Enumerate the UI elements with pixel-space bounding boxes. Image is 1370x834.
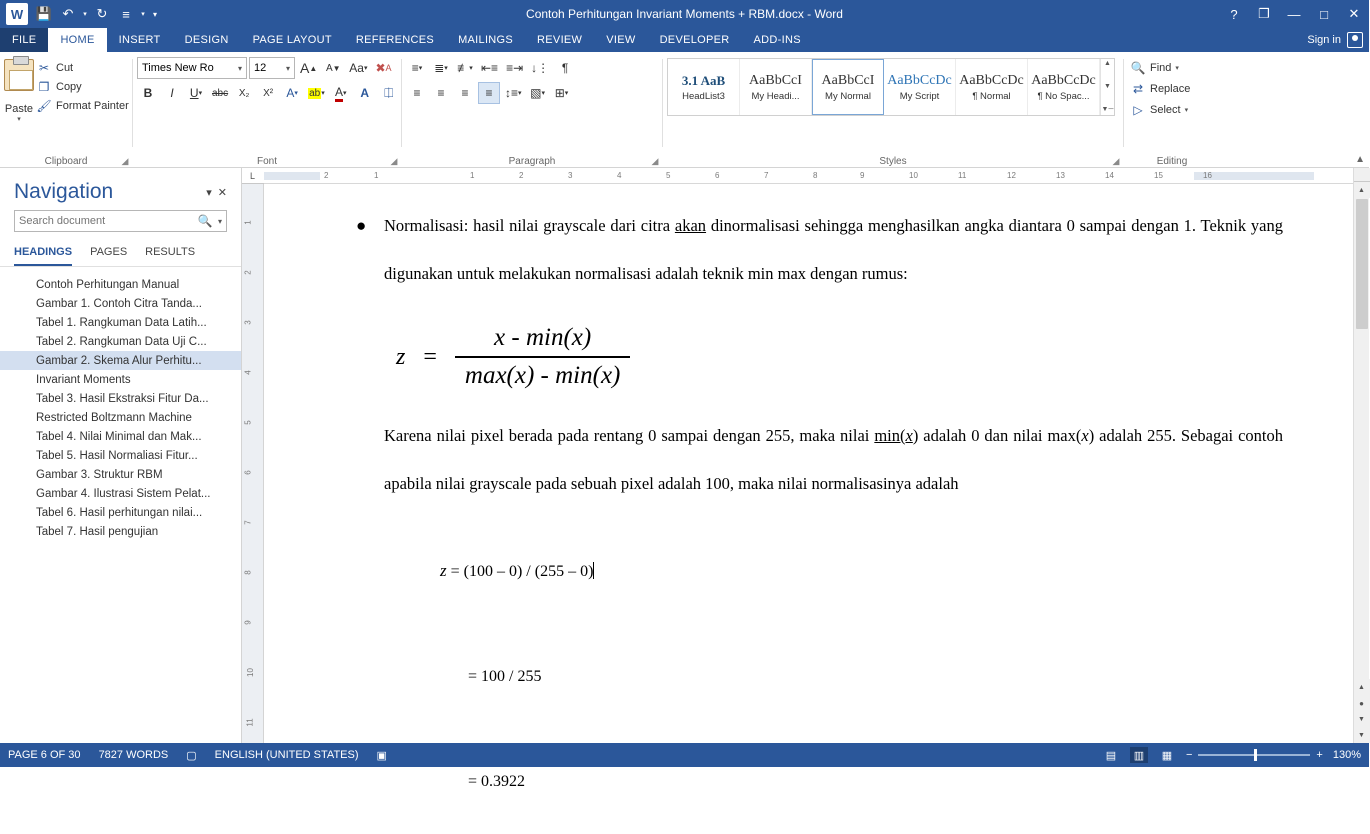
h-ruler-number: 9 bbox=[860, 171, 865, 180]
bullet-paragraph[interactable] bbox=[356, 202, 1283, 298]
h-ruler-number: 14 bbox=[1105, 171, 1114, 180]
calc-text: = 0.3922 bbox=[440, 773, 526, 790]
bullets-button[interactable]: ≡ ▾ bbox=[411, 61, 423, 75]
undo-dropdown-icon[interactable]: ▾ bbox=[83, 11, 87, 18]
nav-heading-item[interactable]: Gambar 3. Struktur RBM bbox=[36, 468, 163, 481]
clipboard-dialog-launcher[interactable]: ◢ bbox=[121, 156, 129, 166]
tab-page-layout[interactable]: PAGE LAYOUT bbox=[252, 34, 332, 46]
sign-in-label: Sign in bbox=[1307, 34, 1341, 46]
calculation-line[interactable] bbox=[384, 624, 1283, 729]
style-item-my-script[interactable] bbox=[884, 59, 956, 115]
next-page-button[interactable]: ▼ bbox=[1354, 711, 1370, 727]
nav-tab-pages[interactable]: PAGES bbox=[90, 246, 128, 258]
style-name: ¶ No Spac... bbox=[1037, 90, 1090, 102]
ribbon-group-paragraph bbox=[402, 55, 662, 168]
formula-numerator: x - min(x) bbox=[494, 324, 592, 351]
zoom-thumb[interactable] bbox=[1254, 749, 1257, 761]
search-options-chevron-icon[interactable]: ▾ bbox=[217, 216, 222, 226]
bold-button[interactable] bbox=[137, 82, 159, 104]
print-layout-view-button[interactable]: ▥ bbox=[1130, 747, 1148, 763]
quick-access-toolbar bbox=[0, 0, 162, 28]
page-content bbox=[264, 184, 1353, 834]
font-dialog-launcher[interactable]: ◢ bbox=[390, 156, 398, 166]
tab-home[interactable]: HOME bbox=[48, 28, 106, 52]
font-size-value: 12 bbox=[254, 62, 267, 74]
navigation-close-icon[interactable]: ✕ bbox=[217, 186, 227, 199]
underline-label: U bbox=[189, 86, 199, 100]
h-ruler-number: 2 bbox=[519, 171, 524, 180]
font-group-label: Font bbox=[256, 156, 277, 167]
normalization-formula[interactable] bbox=[384, 324, 1283, 390]
h-ruler-number: 10 bbox=[909, 171, 918, 180]
clipboard-group-label: Clipboard bbox=[44, 156, 88, 167]
v-ruler-number: 1 bbox=[243, 220, 253, 225]
navigation-title: Navigation bbox=[14, 180, 114, 203]
binoculars-icon: 🔍 bbox=[1130, 61, 1146, 75]
web-layout-view-button[interactable]: ▦ bbox=[1161, 749, 1173, 762]
replace-label: Replace bbox=[1150, 83, 1191, 95]
maximize-button[interactable]: □ bbox=[1320, 6, 1328, 22]
scrollbar-thumb[interactable] bbox=[1356, 199, 1368, 329]
window-controls bbox=[1219, 0, 1369, 28]
select-icon: ▷ bbox=[1133, 103, 1143, 117]
h-ruler-number: 7 bbox=[764, 171, 769, 180]
paintbrush-icon: 🖌 bbox=[36, 99, 52, 113]
nav-heading-item[interactable]: Tabel 5. Hasil Normaliasi Fitur... bbox=[36, 449, 198, 462]
scroll-up-icon[interactable]: ▲ bbox=[1104, 60, 1111, 67]
explanation-paragraph[interactable] bbox=[384, 412, 1283, 508]
change-case-label: Aa bbox=[349, 61, 364, 75]
close-button[interactable]: ✕ bbox=[1348, 6, 1360, 21]
nav-heading-item[interactable]: Invariant Moments bbox=[36, 373, 131, 386]
italic-label: I bbox=[170, 86, 174, 100]
style-name: My Normal bbox=[825, 90, 871, 102]
change-case-button[interactable]: Aa ▾ bbox=[349, 61, 368, 75]
calc-text: = (100 – 0) / (255 – 0) bbox=[446, 563, 594, 580]
paragraph-text-part: dinormalisasi sehingga menghasilkan angka diantara 0 sampai dengan 1. Teknik yang digunakan untuk melakukan normalisasi adalah teknik min max dengan rumus: bbox=[384, 216, 1283, 283]
font-color-button[interactable]: A ▾ bbox=[330, 82, 352, 104]
tab-add-ins[interactable]: ADD-INS bbox=[753, 34, 801, 46]
style-name: ¶ Normal bbox=[972, 90, 1011, 102]
tab-view[interactable]: VIEW bbox=[606, 34, 636, 46]
navigation-search-row bbox=[0, 210, 241, 240]
scroll-down-button[interactable]: ▼ bbox=[1354, 727, 1370, 743]
tab-insert[interactable]: INSERT bbox=[118, 34, 161, 46]
paragraph-text-part: ) adalah 0 dan nilai max( bbox=[912, 426, 1082, 445]
minimize-button[interactable]: — bbox=[1287, 6, 1301, 22]
styles-gallery-scroll[interactable] bbox=[1100, 59, 1114, 115]
v-ruler-number: 4 bbox=[243, 370, 253, 375]
ribbon-display-options-icon[interactable]: ❐ bbox=[1258, 6, 1270, 21]
chevron-down-icon[interactable]: ▾ bbox=[1184, 107, 1189, 114]
editing-group-label: Editing bbox=[1156, 156, 1188, 167]
format-painter-label: Format Painter bbox=[56, 100, 129, 112]
zoom-in-button[interactable]: + bbox=[1316, 749, 1323, 761]
ribbon-group-clipboard bbox=[0, 55, 132, 168]
h-ruler-number: 5 bbox=[666, 171, 671, 180]
h-ruler-number: 8 bbox=[813, 171, 818, 180]
show-formatting-marks-button[interactable]: ¶ bbox=[561, 61, 569, 75]
save-icon[interactable]: 💾 bbox=[35, 6, 53, 21]
h-ruler-number: 15 bbox=[1154, 171, 1163, 180]
grow-font-button[interactable]: A ▲ bbox=[300, 60, 318, 76]
paragraph-math-var: x bbox=[905, 426, 913, 445]
h-ruler-number: 11 bbox=[958, 171, 967, 180]
copy-button[interactable] bbox=[34, 78, 133, 96]
font-name-value: Times New Ro bbox=[142, 62, 214, 74]
proofing-errors-icon[interactable]: ▢ bbox=[186, 749, 197, 762]
select-button[interactable] bbox=[1128, 101, 1194, 119]
text-highlight-color-button[interactable]: ab ▾ bbox=[309, 87, 325, 99]
v-ruler-number: 7 bbox=[243, 520, 253, 525]
character-border-button[interactable]: ⎅ bbox=[383, 85, 394, 100]
borders-button[interactable]: ⊞ ▾ bbox=[554, 86, 569, 100]
paragraph-text-underlined: min( bbox=[874, 426, 906, 445]
vertical-ruler[interactable] bbox=[242, 168, 264, 743]
chevron-down-icon[interactable]: ▾ bbox=[1175, 65, 1179, 72]
paste-button[interactable] bbox=[4, 57, 34, 123]
search-input[interactable] bbox=[15, 211, 196, 231]
nav-heading-item[interactable]: Tabel 1. Rangkuman Data Latih... bbox=[36, 316, 207, 329]
calculation-block[interactable] bbox=[384, 518, 1283, 834]
numbering-button[interactable]: ≣ ▾ bbox=[434, 61, 448, 75]
formula-equals: = bbox=[423, 343, 437, 370]
select-label: Select bbox=[1150, 104, 1181, 116]
paragraph-dialog-launcher[interactable]: ◢ bbox=[651, 156, 659, 166]
split-window-handle[interactable] bbox=[1354, 168, 1370, 182]
paragraph-math-var: x bbox=[1081, 426, 1089, 445]
text-effects-button[interactable]: A ▾ bbox=[286, 86, 298, 100]
paste-dropdown-icon[interactable]: ▾ bbox=[17, 116, 21, 123]
subscript-button[interactable]: X₂ bbox=[238, 87, 250, 99]
h-ruler-number: 3 bbox=[568, 171, 573, 180]
h-ruler-number: 16 bbox=[1203, 171, 1212, 180]
help-icon[interactable]: ? bbox=[1230, 6, 1238, 22]
collapse-ribbon-button[interactable]: ▲ bbox=[1355, 154, 1365, 165]
h-ruler-number: 4 bbox=[617, 171, 622, 180]
style-item-no-spacing[interactable] bbox=[1028, 59, 1100, 115]
sign-in-area[interactable] bbox=[1307, 28, 1369, 52]
nav-heading-item[interactable]: Tabel 3. Hasil Ekstraksi Fitur Da... bbox=[36, 392, 209, 405]
v-ruler-number: 5 bbox=[243, 420, 253, 425]
previous-page-button[interactable]: ▲ bbox=[1354, 679, 1370, 695]
clear-formatting-button[interactable]: ✖ A bbox=[375, 61, 392, 75]
scroll-down-icon[interactable]: ▼ bbox=[1104, 83, 1111, 90]
paragraph-text-part: Normalisasi: hasil nilai grayscale dari citra bbox=[384, 216, 675, 235]
ribbon-group-font bbox=[133, 55, 401, 168]
font-name-combo[interactable] bbox=[137, 57, 247, 79]
style-item-my-heading[interactable] bbox=[740, 59, 812, 115]
shrink-font-label: A bbox=[325, 62, 333, 74]
customize-qat-icon[interactable]: ▾ bbox=[152, 9, 157, 19]
touch-mode-icon[interactable]: ≡ bbox=[122, 6, 130, 22]
format-painter-button[interactable] bbox=[34, 97, 133, 115]
copy-icon: ❐ bbox=[38, 80, 50, 94]
redo-icon[interactable]: ↻ bbox=[96, 6, 108, 21]
shading-button[interactable]: ▧ ▾ bbox=[530, 86, 545, 100]
macro-recording-icon[interactable]: ▣ bbox=[376, 749, 387, 762]
touch-mode-dropdown-icon[interactable]: ▾ bbox=[141, 11, 145, 18]
tab-selector-button[interactable]: L bbox=[242, 168, 264, 184]
decrease-indent-button[interactable]: ⇤≡ bbox=[481, 61, 499, 75]
paragraph-text-underlined: akan bbox=[674, 216, 707, 235]
underline-button[interactable]: U ▾ bbox=[189, 86, 203, 100]
v-ruler-number: 3 bbox=[243, 320, 253, 325]
ribbon-tab-bar bbox=[0, 28, 1369, 52]
word-logo-icon: W bbox=[6, 3, 28, 25]
nav-heading-item[interactable]: Tabel 7. Hasil pengujian bbox=[36, 525, 159, 538]
text-cursor bbox=[593, 562, 594, 579]
tab-review[interactable]: REVIEW bbox=[537, 34, 583, 46]
v-ruler-number: 6 bbox=[243, 470, 253, 475]
window-title: Contoh Perhitungan Invariant Moments + RBM.docx - Word bbox=[526, 7, 843, 21]
tab-developer[interactable]: DEVELOPER bbox=[659, 34, 730, 46]
find-button[interactable] bbox=[1128, 59, 1194, 77]
styles-gallery[interactable] bbox=[667, 58, 1115, 116]
h-ruler-number: 13 bbox=[1056, 171, 1065, 180]
navigation-heading-list bbox=[0, 267, 241, 743]
nav-heading-item[interactable]: Tabel 6. Hasil perhitungan nilai... bbox=[36, 506, 203, 519]
style-name: My Script bbox=[899, 90, 940, 102]
nav-heading-item[interactable]: Gambar 4. Ilustrasi Sistem Pelat... bbox=[36, 487, 211, 500]
horizontal-ruler[interactable] bbox=[264, 168, 1369, 184]
style-preview: AaBbCcI bbox=[749, 72, 802, 88]
formula-fraction bbox=[455, 324, 630, 390]
page-indicator[interactable]: PAGE 6 OF 30 bbox=[8, 749, 81, 761]
formula-denominator: max(x) - min(x) bbox=[455, 356, 630, 390]
read-mode-view-button[interactable]: ▤ bbox=[1105, 749, 1117, 762]
cut-button[interactable] bbox=[34, 59, 133, 77]
h-ruler-number: 2 bbox=[324, 171, 329, 180]
bold-label: B bbox=[143, 86, 153, 100]
h-ruler-number: 6 bbox=[715, 171, 720, 180]
calculation-line[interactable] bbox=[384, 729, 1283, 834]
ruler-margin-band-left bbox=[264, 172, 320, 180]
ribbon bbox=[0, 52, 1369, 168]
find-label: Find bbox=[1150, 62, 1172, 74]
copy-label: Copy bbox=[56, 81, 82, 93]
replace-icon: ⇄ bbox=[1132, 82, 1144, 96]
styles-dialog-launcher[interactable]: ◢ bbox=[1112, 156, 1120, 166]
style-preview: AaBbCcDc bbox=[959, 72, 1024, 88]
paste-icon bbox=[4, 59, 34, 91]
calc-text: = 100 / 255 bbox=[440, 668, 542, 685]
account-avatar-icon[interactable] bbox=[1347, 32, 1363, 48]
calculation-line[interactable] bbox=[384, 518, 1283, 624]
ruler-margin-band-right bbox=[1194, 172, 1314, 180]
chevron-down-icon[interactable]: ▾ bbox=[237, 63, 242, 73]
nav-tab-results[interactable]: RESULTS bbox=[145, 246, 196, 258]
cut-label: Cut bbox=[56, 62, 74, 74]
navigation-tabs bbox=[0, 240, 241, 267]
superscript-button[interactable]: X² bbox=[263, 87, 274, 99]
nav-heading-item[interactable]: Contoh Perhitungan Manual bbox=[36, 278, 180, 291]
increase-indent-button[interactable]: ≡⇥ bbox=[506, 61, 524, 75]
sort-button[interactable]: ↓⋮ bbox=[531, 61, 550, 75]
style-item-headlist3[interactable] bbox=[668, 59, 740, 115]
shrink-font-button[interactable]: A ▼ bbox=[325, 62, 341, 74]
paste-label: Paste bbox=[4, 103, 34, 115]
zoom-track[interactable] bbox=[1198, 754, 1310, 756]
paragraph-text-part: ) adalah 255. Sebagai contoh apabila nilai grayscale pada sebuah pixel adalah 100, maka nilai normalisasinya adalah bbox=[384, 426, 1283, 493]
style-preview: 3.1 AaB bbox=[681, 72, 726, 88]
more-styles-icon[interactable]: ▼─ bbox=[1101, 106, 1114, 113]
align-center-button[interactable]: ≡ bbox=[437, 86, 445, 100]
title-bar bbox=[0, 0, 1369, 28]
replace-button[interactable] bbox=[1128, 80, 1194, 98]
h-ruler-number: 12 bbox=[1007, 171, 1016, 180]
tab-file[interactable]: FILE bbox=[0, 28, 48, 52]
nav-heading-item[interactable]: Tabel 4. Nilai Minimal dan Mak... bbox=[36, 430, 202, 443]
zoom-level-label[interactable]: 130% bbox=[1332, 749, 1361, 761]
font-size-combo[interactable] bbox=[249, 57, 295, 79]
search-icon[interactable]: 🔍 bbox=[197, 214, 213, 228]
calc-variable: z bbox=[440, 561, 447, 580]
v-ruler-number: 11 bbox=[245, 718, 255, 727]
zoom-out-button[interactable]: − bbox=[1185, 749, 1193, 761]
italic-button[interactable] bbox=[161, 82, 183, 104]
character-shading-button[interactable]: A bbox=[360, 86, 370, 100]
styles-group-label: Styles bbox=[879, 156, 907, 167]
v-ruler-number: 2 bbox=[243, 270, 253, 275]
style-preview: AaBbCcI bbox=[821, 72, 875, 88]
search-box[interactable] bbox=[14, 210, 227, 232]
justify-button[interactable]: ≡ bbox=[478, 82, 500, 104]
ribbon-group-editing bbox=[1124, 55, 1220, 168]
language-indicator[interactable]: ENGLISH (UNITED STATES) bbox=[214, 749, 359, 761]
navigation-pane bbox=[0, 168, 242, 743]
nav-heading-item[interactable]: Gambar 1. Contoh Citra Tanda... bbox=[36, 297, 202, 310]
style-item-normal[interactable] bbox=[956, 59, 1028, 115]
tab-design[interactable]: DESIGN bbox=[184, 34, 229, 46]
style-name: HeadList3 bbox=[682, 90, 725, 102]
h-ruler-number: 1 bbox=[374, 171, 379, 180]
scroll-up-button[interactable]: ▲ bbox=[1354, 182, 1370, 198]
paragraph-group-label: Paragraph bbox=[508, 156, 556, 167]
tab-mailings[interactable]: MAILINGS bbox=[458, 34, 514, 46]
align-right-button[interactable]: ≡ bbox=[461, 86, 469, 100]
ribbon-group-styles bbox=[663, 55, 1123, 168]
align-left-button[interactable]: ≡ bbox=[413, 86, 421, 100]
nav-tab-headings[interactable]: HEADINGS bbox=[14, 242, 72, 266]
style-preview: AaBbCcDc bbox=[1031, 72, 1096, 88]
word-count[interactable]: 7827 WORDS bbox=[98, 749, 169, 761]
style-item-my-normal[interactable] bbox=[812, 59, 884, 115]
multilevel-list-button[interactable]: ≢ ▾ bbox=[457, 61, 473, 75]
style-name: My Headi... bbox=[751, 90, 800, 102]
formula-lhs: z bbox=[396, 343, 406, 370]
select-browse-object-button[interactable]: ● bbox=[1354, 695, 1370, 711]
nav-heading-item[interactable]: Restricted Boltzmann Machine bbox=[36, 411, 192, 424]
paragraph-text-part: Karena nilai pixel berada pada rentang 0 sampai dengan 255, maka nilai bbox=[384, 426, 875, 445]
line-spacing-button[interactable]: ↕≡ ▾ bbox=[505, 86, 522, 100]
nav-heading-item-selected[interactable]: Gambar 2. Skema Alur Perhitu... bbox=[0, 351, 241, 370]
undo-icon[interactable]: ↶ bbox=[62, 6, 74, 21]
chevron-down-icon[interactable]: ▾ bbox=[285, 63, 290, 73]
grow-font-label: A bbox=[300, 60, 310, 76]
bullet-icon: ● bbox=[356, 216, 367, 235]
v-ruler-number: 9 bbox=[243, 620, 253, 625]
v-ruler-number: 10 bbox=[245, 668, 255, 677]
scissors-icon: ✂ bbox=[38, 61, 50, 75]
navigation-options-icon[interactable]: ▾ bbox=[206, 186, 212, 199]
nav-heading-item[interactable]: Tabel 2. Rangkuman Data Uji C... bbox=[36, 335, 207, 348]
vertical-scrollbar[interactable] bbox=[1353, 168, 1369, 743]
strikethrough-button[interactable]: abc bbox=[212, 87, 229, 99]
navigation-header bbox=[0, 168, 241, 210]
v-ruler-number: 8 bbox=[243, 570, 253, 575]
style-preview: AaBbCcDс bbox=[887, 72, 952, 88]
tab-references[interactable]: REFERENCES bbox=[355, 34, 435, 46]
h-ruler-number: 1 bbox=[470, 171, 475, 180]
